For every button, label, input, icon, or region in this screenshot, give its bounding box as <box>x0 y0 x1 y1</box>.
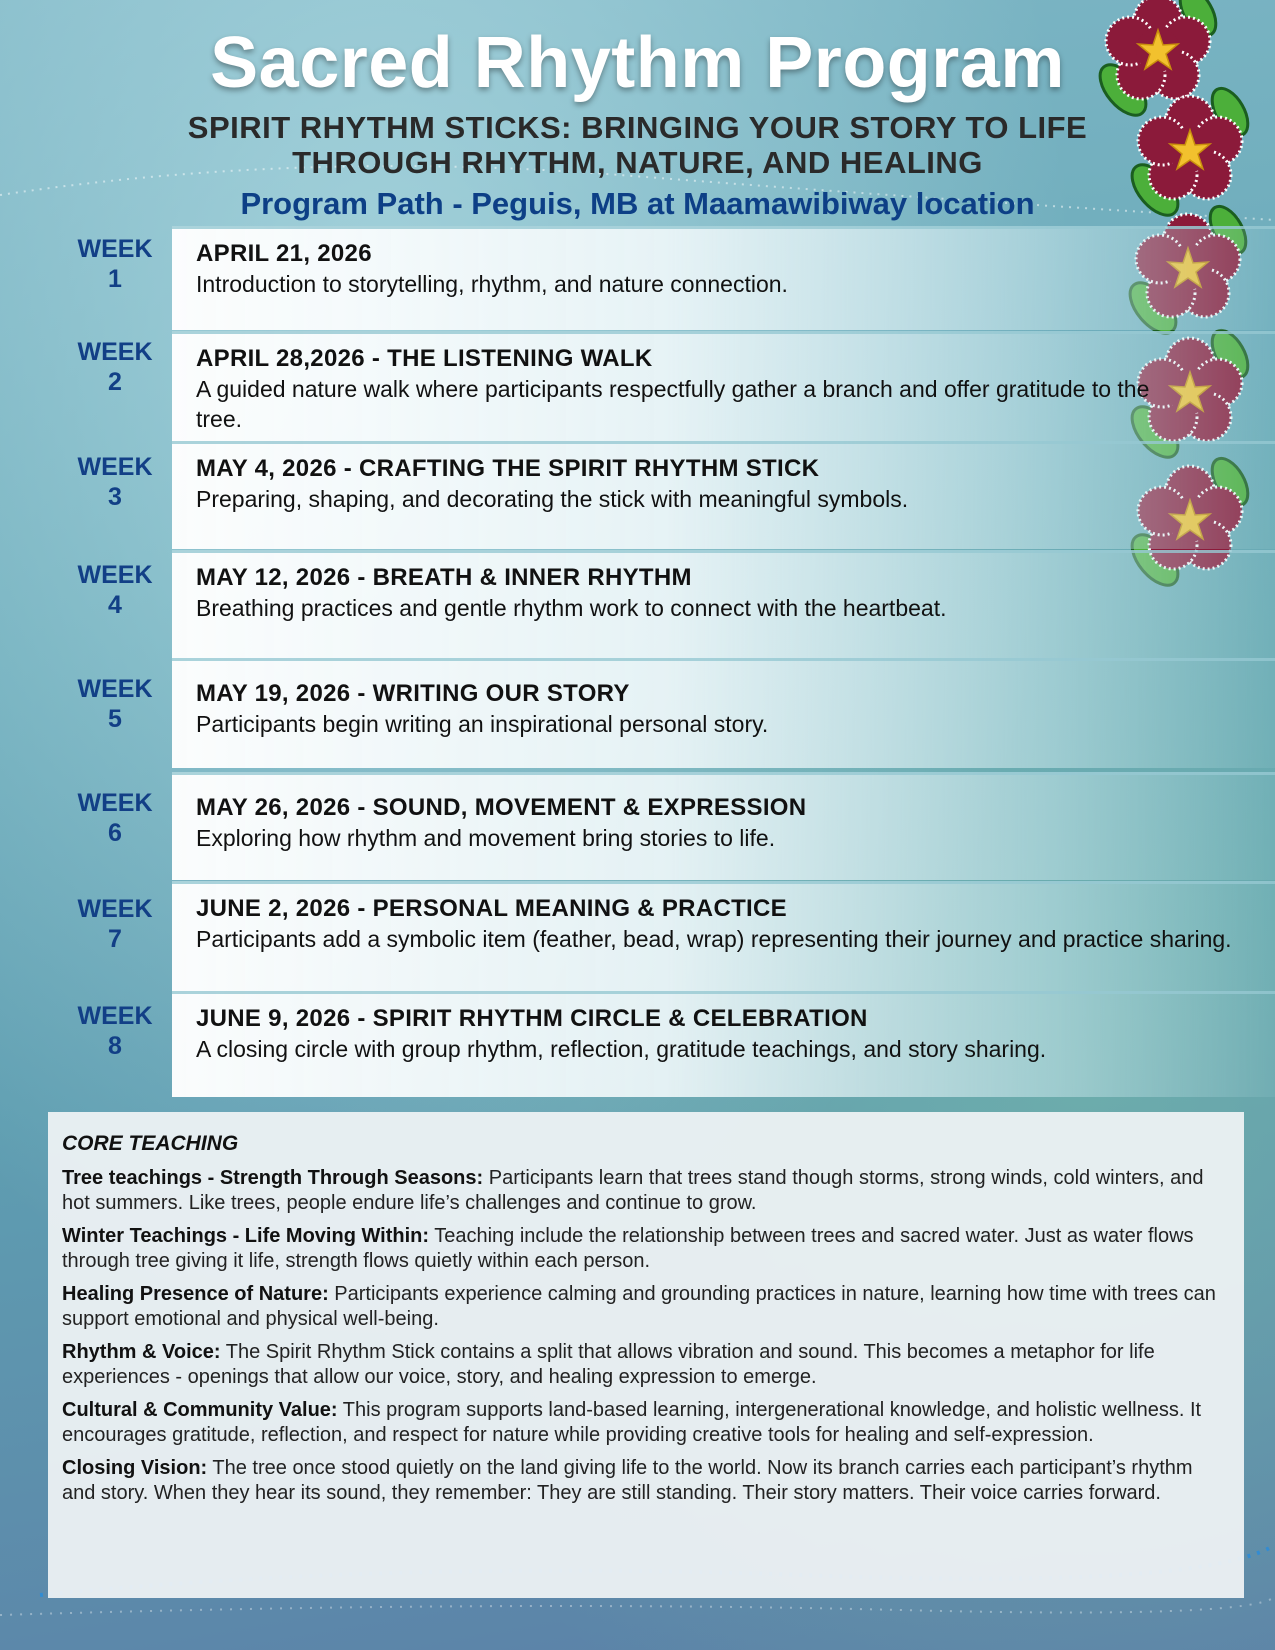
week-3-label <box>62 452 168 512</box>
core-teaching-text: The Spirit Rhythm Stick contains a split that allows vibration and sound. This becomes a metaphor for life experiences - openings that allow our voice, story, and healing expression to emerge. <box>62 1341 1155 1388</box>
week-label-text: WEEK <box>77 789 153 817</box>
core-teaching-key: Closing Vision: <box>62 1457 208 1479</box>
week-number: 7 <box>108 925 122 953</box>
week-description: Exploring how rhythm and movement bring stories to life. <box>196 825 776 851</box>
week-description: Breathing practices and gentle rhythm work to connect with the heartbeat. <box>196 595 947 621</box>
core-teaching-key: Cultural & Community Value: <box>62 1399 338 1421</box>
core-teaching-heading: CORE TEACHING <box>62 1132 239 1155</box>
week-1-label <box>62 234 168 294</box>
week-8-label <box>62 1001 168 1061</box>
core-teaching-panel <box>48 1112 1244 1598</box>
week-4-label <box>62 560 168 620</box>
week-2-card <box>172 331 1275 441</box>
week-6-card <box>172 772 1275 880</box>
week-5-label <box>62 674 168 734</box>
week-8-card <box>172 991 1275 1097</box>
week-4-card <box>172 550 1275 658</box>
core-teaching-key: Rhythm & Voice: <box>62 1341 221 1363</box>
week-date: JUNE 2, 2026 - PERSONAL MEANING & PRACTICE <box>196 895 787 922</box>
week-number: 5 <box>108 705 122 733</box>
week-date: MAY 12, 2026 - BREATH & INNER RHYTHM <box>196 564 692 591</box>
week-date: APRIL 21, 2026 <box>196 240 372 267</box>
core-teaching-text: Participants experience calming and grounding practices in nature, learning how time with trees can support emotional and physical well-being. <box>62 1283 1216 1330</box>
week-label-text: WEEK <box>77 675 153 703</box>
week-label-text: WEEK <box>77 235 153 263</box>
subtitle-line-1: SPIRIT RHYTHM STICKS: BRINGING YOUR STORY TO LIFE <box>187 110 1088 145</box>
core-teaching-item <box>62 1456 1230 1506</box>
core-teaching-item <box>62 1282 1230 1332</box>
week-description: Introduction to storytelling, rhythm, and nature connection. <box>196 271 788 297</box>
week-number: 8 <box>108 1032 122 1060</box>
week-label-text: WEEK <box>77 895 153 923</box>
week-6-label <box>62 788 168 848</box>
week-date: MAY 4, 2026 - CRAFTING THE SPIRIT RHYTHM STICK <box>196 455 820 482</box>
core-teaching-text: Teaching include the relationship between trees and sacred water. Just as water flows through tree giving it life, strength flows quietly within each person. <box>62 1225 1194 1272</box>
week-label-text: WEEK <box>77 453 153 481</box>
subtitle <box>100 110 1175 180</box>
week-description: Preparing, shaping, and decorating the stick with meaningful symbols. <box>196 486 909 512</box>
week-number: 1 <box>108 265 122 293</box>
week-number: 3 <box>108 483 122 511</box>
core-teaching-item <box>62 1166 1230 1216</box>
core-teaching-text: The tree once stood quietly on the land giving life to the world. Now its branch carries each participant’s rhythm and story. When they hear its sound, they remember: They are still standing. Their story matters. Their voice carries forward. <box>62 1457 1193 1504</box>
week-description: Participants begin writing an inspirational personal story. <box>196 711 769 737</box>
subtitle-line-2: THROUGH RHYTHM, NATURE, AND HEALING <box>292 145 983 180</box>
week-date: MAY 19, 2026 - WRITING OUR STORY <box>196 680 630 707</box>
week-description: A closing circle with group rhythm, reflection, gratitude teachings, and story sharing. <box>196 1036 1047 1062</box>
week-description: Participants add a symbolic item (feather, bead, wrap) representing their journey and practice sharing. <box>196 926 1232 952</box>
core-teaching-item <box>62 1340 1230 1390</box>
week-number: 6 <box>108 819 122 847</box>
week-7-label <box>62 894 168 954</box>
week-date: JUNE 9, 2026 - SPIRIT RHYTHM CIRCLE & CELEBRATION <box>196 1005 868 1032</box>
core-teaching-item <box>62 1398 1230 1448</box>
week-3-card <box>172 441 1275 549</box>
week-5-card <box>172 658 1275 768</box>
week-description: A guided nature walk where participants respectfully gather a branch and offer gratitude to the tree. <box>196 376 1150 432</box>
core-teaching-key: Winter Teachings - Life Moving Within: <box>62 1225 430 1247</box>
week-label-text: WEEK <box>77 561 153 589</box>
page-title: Sacred Rhythm Program <box>210 23 1065 103</box>
week-number: 4 <box>108 591 122 619</box>
week-label-text: WEEK <box>77 338 153 366</box>
core-teaching-text: This program supports land-based learning, intergenerational knowledge, and holistic wellness. It encourages gratitude, reflection, and respect for nature while providing creative tools for healing and self-expression. <box>62 1399 1202 1446</box>
core-teaching-text: Participants learn that trees stand though storms, strong winds, cold winters, and hot summers. Like trees, people endure life’s challenges and continue to grow. <box>62 1167 1204 1214</box>
week-date: APRIL 28,2026 - THE LISTENING WALK <box>196 345 653 372</box>
week-date: MAY 26, 2026 - SOUND, MOVEMENT & EXPRESSION <box>196 794 807 821</box>
week-label-text: WEEK <box>77 1002 153 1030</box>
core-teaching-item <box>62 1224 1230 1274</box>
week-2-label <box>62 337 168 397</box>
week-7-card <box>172 881 1275 991</box>
program-path-heading: Program Path - Peguis, MB at Maamawibiway location <box>240 186 1035 221</box>
core-teaching-key: Healing Presence of Nature: <box>62 1283 329 1305</box>
week-1-card <box>172 226 1275 330</box>
core-teaching-key: Tree teachings - Strength Through Seasons: <box>62 1167 484 1189</box>
week-number: 2 <box>108 368 122 396</box>
